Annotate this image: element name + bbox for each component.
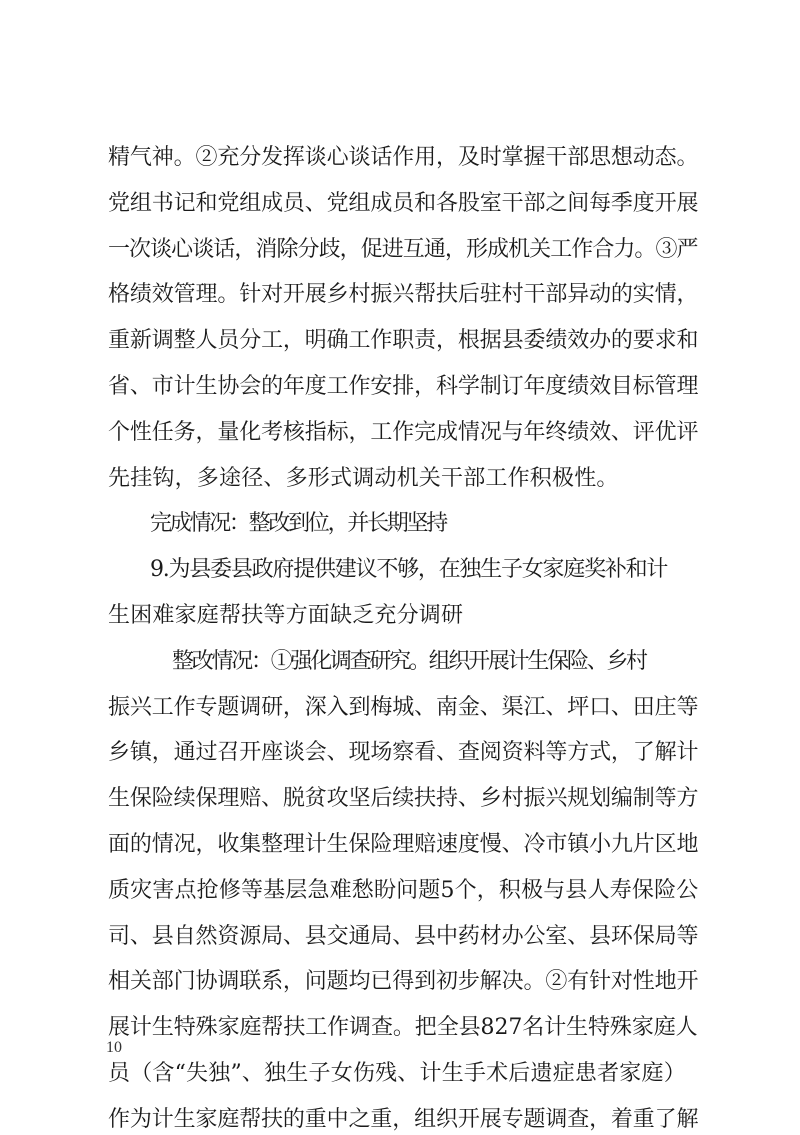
paragraph-line-15: 生保险续保理赔、脱贫攻坚后续扶持、乡村振兴规划编制等方: [108, 786, 699, 812]
page-number: 10: [106, 1039, 122, 1056]
paragraph-line-17: 质灾害点抢修等基层急难愁盼问题5个，积极与县人寿保险公: [108, 877, 699, 903]
completion-status-line: 完成情况：整改到位，并长期坚持: [150, 511, 447, 537]
paragraph-line-7: 个性任务，量化考核指标，工作完成情况与年终绩效、评优评: [108, 419, 699, 445]
paragraph-line-3: 一次谈心谈话，消除分歧，促进互通，形成机关工作合力。③严: [108, 236, 698, 262]
paragraph-line-22: 作为计生家庭帮扶的重中之重，组织开展专题调查，着重了解: [108, 1106, 699, 1132]
paragraph-line-4: 格绩效管理。针对开展乡村振兴帮扶后驻村干部异动的实情，: [108, 282, 699, 308]
paragraph-line-2: 党组书记和党组成员、党组成员和各股室干部之间每季度开展: [108, 190, 699, 216]
item-9-heading-line-1: 9.为县委县政府提供建议不够，在独生子女家庭奖补和计: [150, 557, 668, 583]
paragraph-line-18: 司、县自然资源局、县交通局、县中药材办公室、县环保局等: [108, 923, 699, 949]
paragraph-line-21: 员（含“失独”、独生子女伤残、计生手术后遗症患者家庭）: [108, 1061, 686, 1086]
paragraph-line-1: 精气神。②充分发挥谈心谈话作用，及时掌握干部思想动态。: [108, 145, 699, 170]
paragraph-line-6: 省、市计生协会的年度工作安排，科学制订年度绩效目标管理: [108, 374, 699, 399]
paragraph-line-5: 重新调整人员分工，明确工作职责，根据县委绩效办的要求和: [108, 328, 699, 354]
paragraph-line-14: 乡镇，通过召开座谈会、现场察看、查阅资料等方式，了解计: [108, 740, 699, 766]
paragraph-line-16: 面的情况，收集整理计生保险理赔速度慢、冷市镇小九片区地: [108, 832, 699, 857]
paragraph-line-8: 先挂钩，多途径、多形式调动机关干部工作积极性。: [108, 465, 619, 491]
item-9-heading-line-2: 生困难家庭帮扶等方面缺乏充分调研: [108, 603, 464, 628]
paragraph-line-19: 相关部门协调联系，问题均已得到初步解决。②有针对性地开: [108, 969, 699, 995]
rectification-status-line: 整改情况：①强化调查研究。组织开展计生保险、乡村: [172, 648, 646, 674]
paragraph-line-20: 展计生特殊家庭帮扶工作调查。把全县827名计生特殊家庭人: [108, 1015, 698, 1041]
paragraph-line-13: 振兴工作专题调研，深入到梅城、南金、渠江、坪口、田庄等: [108, 694, 699, 720]
